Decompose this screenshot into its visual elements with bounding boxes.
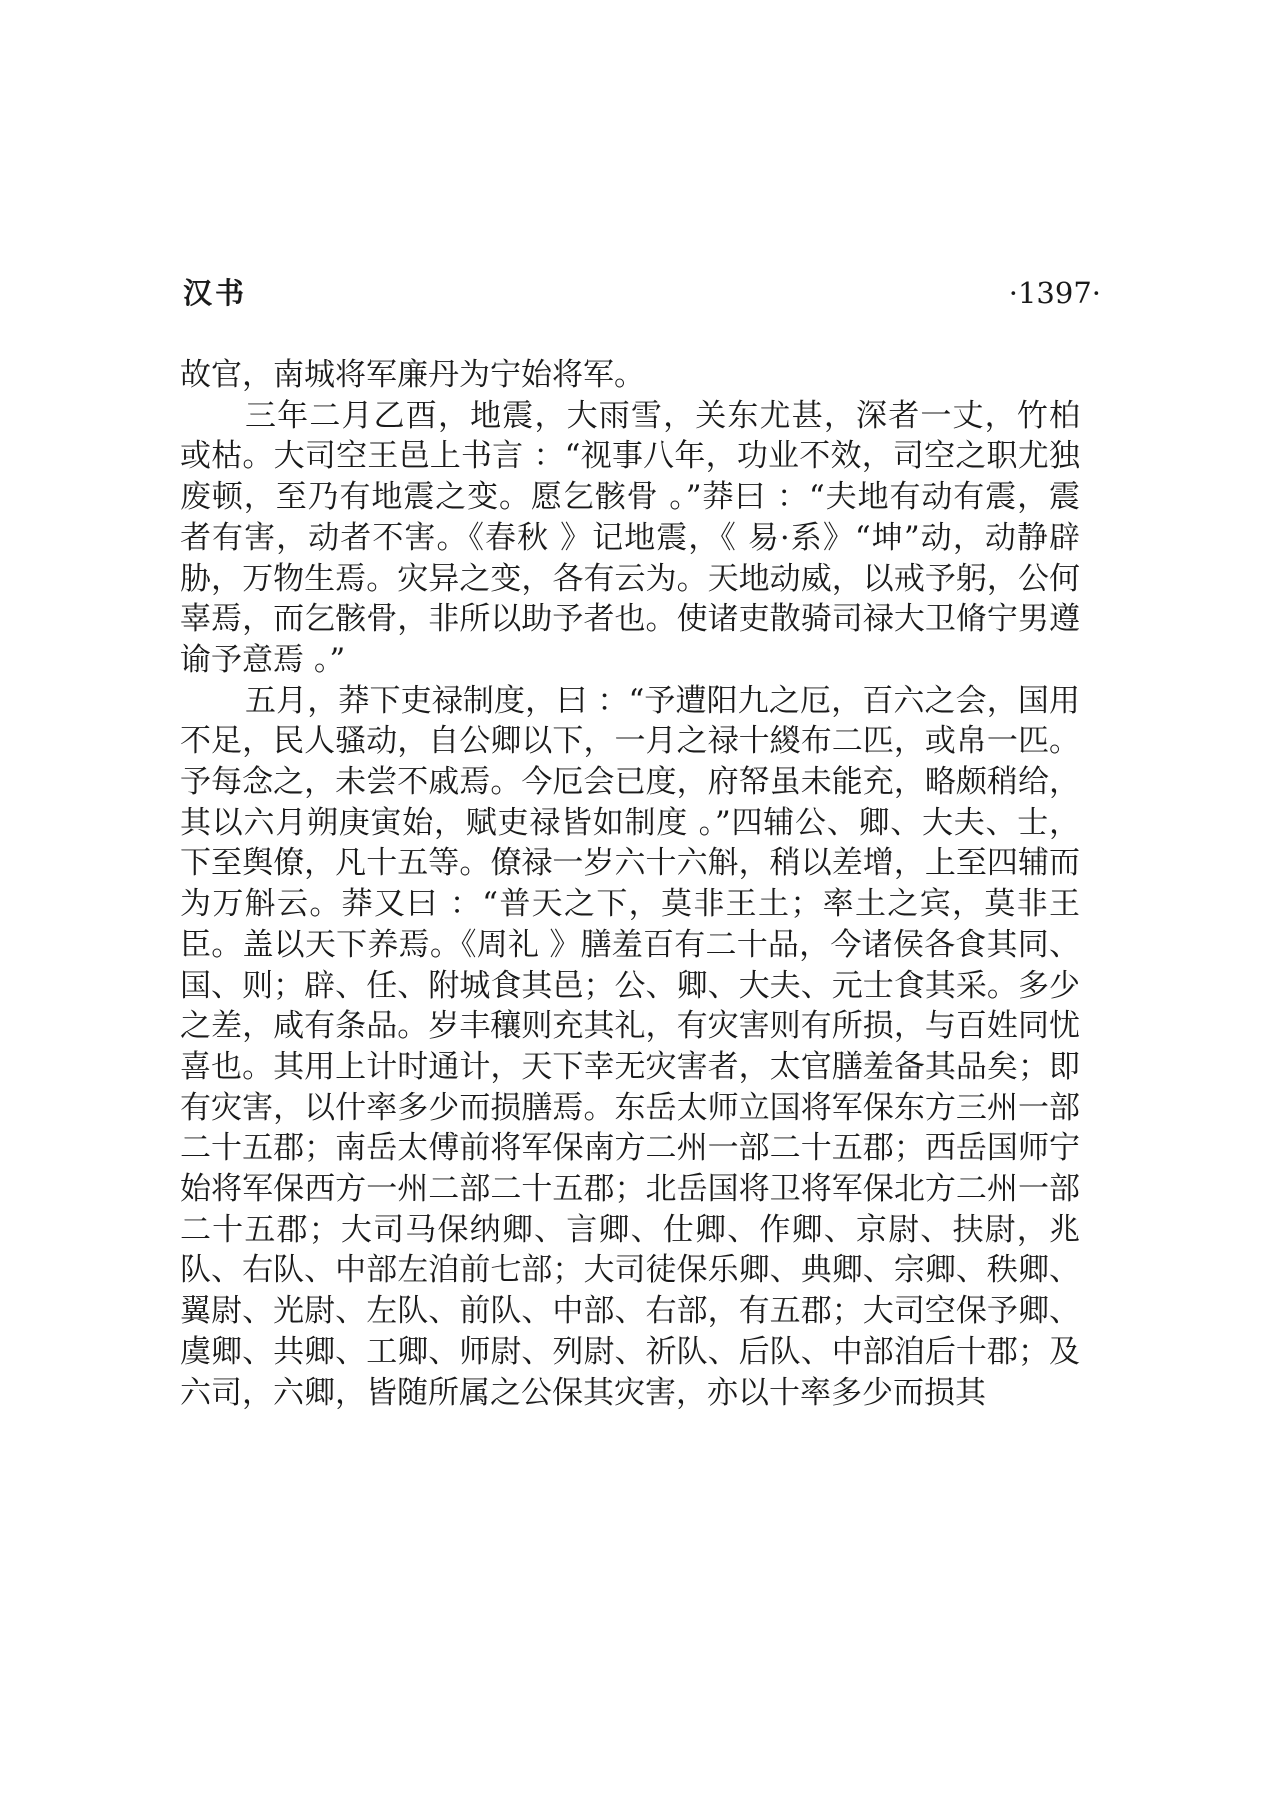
paragraph: 故官，南城将军廉丹为宁始将军。 [180,357,645,393]
paragraph: 三年二月乙酉，地震，大雨雪，关东尤甚，深者一丈，竹柏或枯。大司空王邑上书言 ：“视事八年，功业不效，司空之职尤独废顿，至乃有地震之变。愿乞骸骨 。”莽曰 ：“夫地有动有震，震者有害，动者不害。《春秋 》记地震，《 易·系》“坤”动，动静辟胁，万物生焉。灾异之变，各有云为。天地动威，以戒予躬，公何辜焉，而乞骸骨，非所以助予者也。使诸吏散骑司禄大卫脩宁男遵谕予意焉 。” [180,397,1080,678]
body-text [180,355,1080,1413]
book-title: 汉书 [183,276,248,310]
paragraph: 五月，莽下吏禄制度，曰 ：“予遭阳九之厄，百六之会，国用不足，民人骚动，自公卿以下，一月之禄十緵布二匹，或帛一匹。予每念之，未尝不戚焉。今厄会已度，府帑虽未能充，略颇稍给，其以六月朔庚寅始，赋吏禄皆如制度 。”四辅公、卿、大夫、士，下至舆僚，凡十五等。僚禄一岁六十六斛，稍以差增，上至四辅而为万斛云。莽又曰 ：“普天之下，莫非王土；率土之宾，莫非王臣。盖以天下养焉。《周礼 》膳羞百有二十品，今诸侯各食其同、国、则；辟、任、附城食其邑；公、卿、大夫、元士食其采。多少之差，咸有条品。岁丰穰则充其礼，有灾害则有所损，与百姓同忧喜也。其用上计时通计，天下幸无灾害者，太官膳羞备其品矣；即有灾害，以什率多少而损膳焉。东岳太师立国将军保东方三州一部二十五郡；南岳太傅前将军保南方二州一部二十五郡；西岳国师宁始将军保西方一州二部二十五郡；北岳国将卫将军保北方二州一部二十五郡；大司马保纳卿、言卿、仕卿、作卿、京尉、扶尉，兆队、右队、中部左洎前七部；大司徒保乐卿、典卿、宗卿、秩卿、翼尉、光尉、左队、前队、中部、右部，有五郡；大司空保予卿、虞卿、共卿、工卿、师尉、列尉、祈队、后队、中部洎后十郡；及六司，六卿，皆随所属之公保其灾害，亦以十率多少而损其 [180,682,1080,1411]
running-head [183,270,1101,316]
page-number: ·1397· [1008,276,1101,310]
